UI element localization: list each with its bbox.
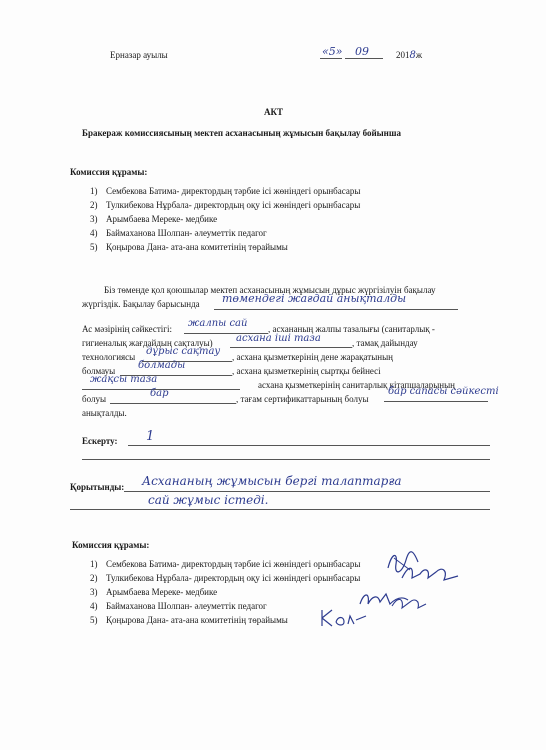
body-line-8b: , тағам сертификаттарының болуы [236,394,369,404]
handwritten-books: бар [150,388,169,399]
fill-line [214,309,458,310]
fill-line [230,347,352,348]
body-line-6b: , асхана қызметкерінің сыртқы бейнесі [232,366,381,376]
signatures-heading: Комиссия құрамы: [72,540,150,550]
body-line-3a: Ас мәзірінің сәйкестігі: [82,324,172,334]
handwritten-findings: төмендегі жағдай анықталды [222,292,407,305]
year-end: ж [415,50,423,60]
signature-member: 5) Қоңырова Дана- ата-ана комитетінің төрайымы [90,615,288,625]
date-day: «5» [322,45,343,58]
body-line-2: жүргіздік. Бақылау барысында [82,299,200,309]
note-label: Ескерту: [82,436,118,446]
handwritten-menu: жалпы сай [188,318,248,329]
document-subtitle: Бракераж комиссиясының мектеп асханасының жұмысын бақылау бойынша [82,128,401,138]
handwritten-appearance: жақсы таза [90,374,158,385]
note-line [128,445,490,446]
conclusion-line-1: Асхананың жұмысын бергі талаптарға [142,474,402,488]
note-value: 1 [146,429,155,444]
body-line-4a: гигиеналық жағдайдың сақталуы) [82,338,213,348]
commission-member: 4) Баймаханова Шолпан- әлеуметтік педагог [90,228,267,238]
body-line-8a: болуы [82,394,106,404]
body-line-9: анықталды. [82,408,127,418]
year-label [396,50,422,61]
place-label: Ерназар ауылы [110,50,168,60]
handwritten-cleanliness: асхана іші таза [236,333,321,344]
handwritten-injury: болмады [138,360,186,371]
commission-member: 5) Қоңырова Дана- ата-ана комитетінің төрайымы [90,242,288,252]
year-suffix: 8 [409,50,416,61]
signature-5-image [316,606,368,630]
fill-line [110,403,236,404]
body-line-1: Біз төменде қол қоюшылар мектеп асханасының жұмысын дұрыс жүргізілуін бақылау [104,285,436,295]
body-line-5a: технологиясы [82,352,136,362]
commission-member: 2) Тулкибекова Нұрбала- директордың оқу ісі жөніндегі орынбасары [90,200,361,210]
signature-2-image [398,560,462,588]
note-line-2 [82,459,490,460]
signature-member: 4) Баймаханова Шолпан- әлеуметтік педагог [90,601,267,611]
handwritten-technology: дұрыс сақтау [146,346,221,357]
commission-list [90,184,360,254]
conclusion-label: Қорытынды: [70,482,125,492]
commission-member: 3) Арымбаева Мереке- медбике [90,214,218,224]
handwritten-certificates: бар сапасы сәйкесті [388,386,499,397]
document-title: АКТ [264,107,284,117]
signature-member: 3) Арымбаева Мереке- медбике [90,587,218,597]
signature-4-image [388,592,428,616]
conclusion-line-2: сай жұмыс істеді. [148,493,269,507]
date-day-line [320,58,342,59]
year-prefix: 201 [396,50,410,60]
body-line-6a: болмауы [82,366,116,376]
signature-member: 1) Сембекова Батима- директордың тәрбие ісі жөніндегі орынбасары [90,559,361,569]
date-month-line [345,58,383,59]
commission-member: 1) Сембекова Батима- директордың тәрбие ісі жөніндегі орынбасары [90,186,361,196]
body-line-7b: асхана қызметкерінің санитарлық кітапшаларының [258,380,455,390]
conclusion-rule [124,491,490,492]
fill-line [384,401,488,402]
body-line-5b: , асхана қызметкерінің дене жарақатының [232,352,393,362]
commission-heading: Комиссия құрамы: [70,167,148,177]
conclusion-rule-2 [70,509,490,510]
date-month: 09 [355,45,369,58]
body-line-4b: , тамақ дайындау [352,338,418,348]
body-line-3b: , асхананың жалпы тазалығы (санитарлық - [268,324,435,334]
signature-member: 2) Тулкибекова Нұрбала- директордың оқу ісі жөніндегі орынбасары [90,573,361,583]
